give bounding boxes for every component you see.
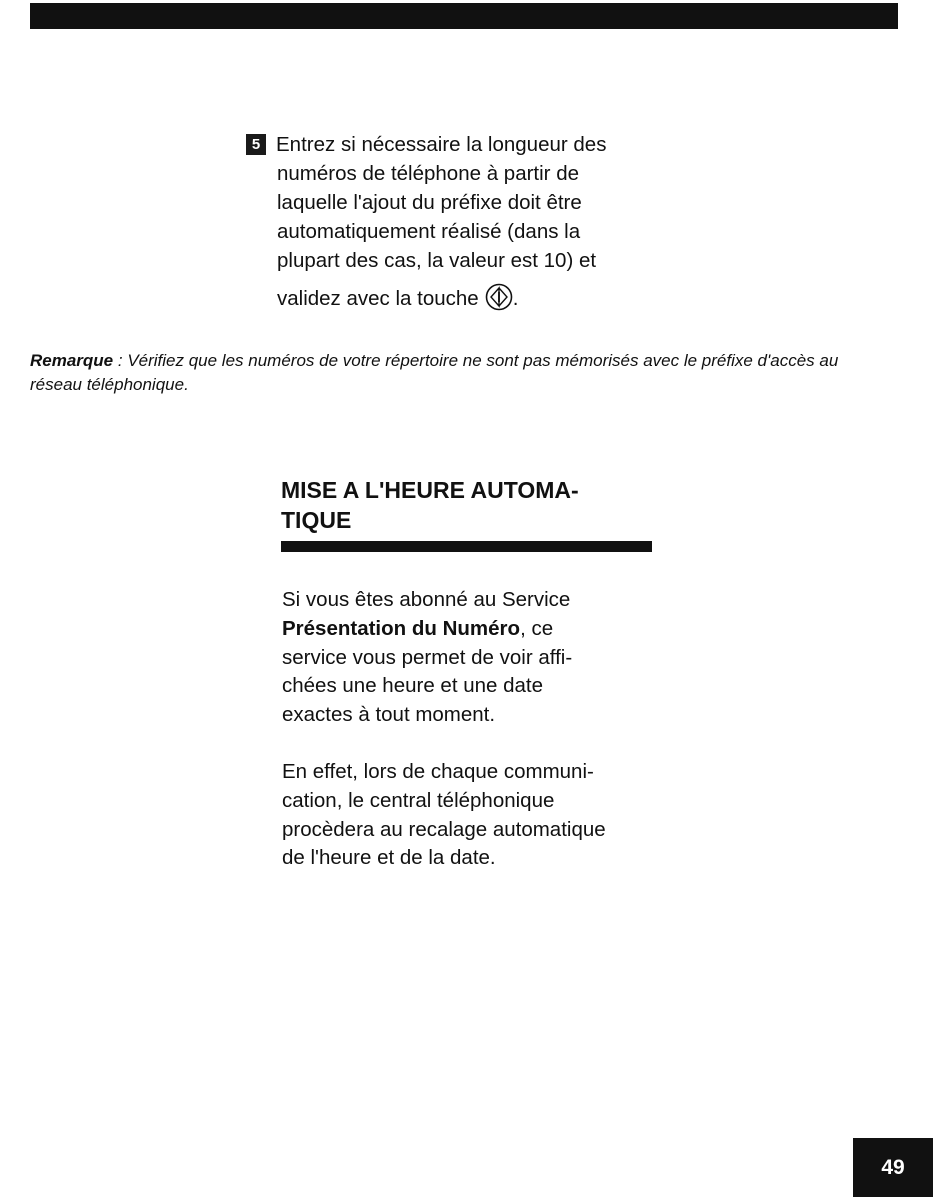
section-title-line-1: MISE A L'HEURE AUTOMA- — [281, 477, 579, 503]
para1-line-3: service vous permet de voir affi- — [282, 645, 573, 669]
para1-line-1: Si vous êtes abonné au Service — [282, 588, 571, 611]
step-text-5: plupart des cas, la valeur est 10) et — [277, 249, 597, 272]
page-number: 49 — [881, 1156, 905, 1179]
paragraph-auto-sync — [282, 758, 662, 873]
step-text-6: validez avec la touche — [277, 287, 479, 310]
remark-label: Remarque — [30, 351, 114, 370]
paragraph-caller-id — [282, 586, 662, 730]
section-title — [281, 475, 661, 535]
page-number-box — [853, 1138, 933, 1197]
remark-separator: : — [113, 351, 128, 370]
step-line-1 — [246, 130, 666, 159]
step-line-6 — [246, 283, 666, 319]
validate-key-icon — [485, 283, 513, 319]
section-title-line-2: TIQUE — [281, 507, 352, 533]
para2-line-2: cation, le central téléphonique — [282, 788, 555, 812]
remark-note — [30, 349, 890, 397]
step-text-2: numéros de téléphone à partir de — [277, 162, 580, 185]
para1-line-4: chées une heure et une date — [282, 674, 544, 698]
step-instruction — [246, 130, 666, 319]
section-divider — [281, 541, 652, 552]
top-header-bar — [30, 3, 898, 29]
step-text-3: laquelle l'ajout du préfixe doit être — [277, 191, 582, 214]
step-end-punct: . — [512, 287, 519, 310]
para2-line-4: de l'heure et de la date. — [282, 846, 496, 870]
service-name: Présentation du Numéro — [282, 616, 521, 640]
step-text-4: automatiquement réalisé (dans la — [277, 220, 581, 243]
remark-text: Vérifiez que les numéros de votre répertoire ne sont pas mémorisés avec le préfixe d'accès au réseau téléphonique. — [30, 351, 839, 394]
step-text-1: Entrez si nécessaire la longueur des — [276, 133, 607, 156]
para2-line-3: procèdera au recalage automatique — [282, 817, 606, 841]
para1-line-2 — [282, 615, 662, 644]
para1-line-5: exactes à tout moment. — [282, 703, 496, 727]
para2-line-1: En effet, lors de chaque communi- — [282, 760, 594, 783]
para1-line-2-rest: , ce — [520, 616, 554, 640]
step-number-badge: 5 — [246, 134, 266, 155]
